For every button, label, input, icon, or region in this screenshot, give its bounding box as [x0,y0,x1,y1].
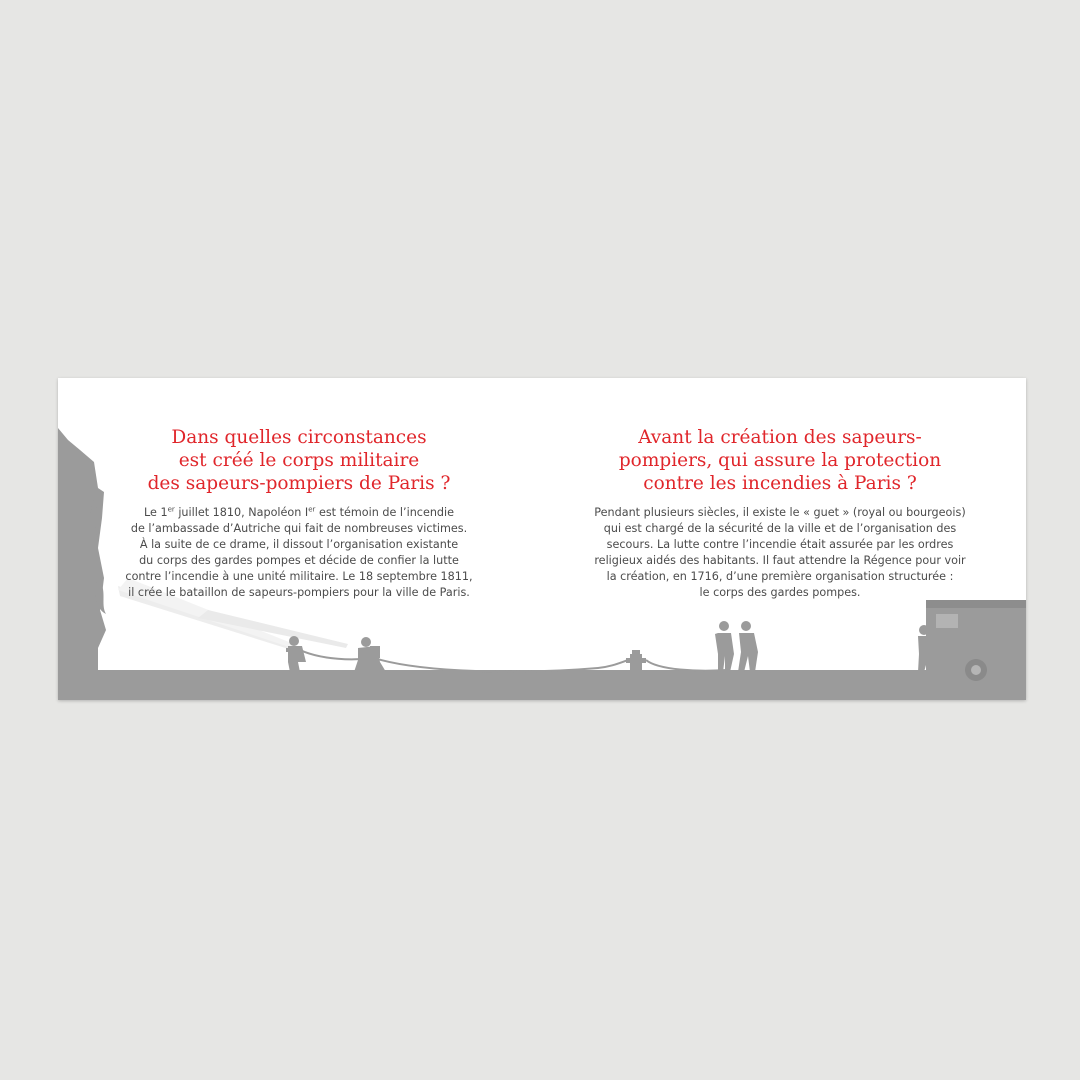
brochure-spread [58,378,1026,700]
right-column [592,426,968,601]
right-title: Avant la création des sapeurs- pompiers, qui assure la protection contre les incendies à Paris ? [618,427,942,494]
firefighter-kneeling [286,636,306,672]
fire-hydrant [626,650,646,672]
right-body-text: Pendant plusieurs siècles, il existe le « guet » (royal ou bourgeois) qui est chargé de la sécurité de la ville et de l’organisation des secours. La lutte contre l’incendie était assurée par les ordres religieux aidés des habitants. Il faut attendre la Régence pour voir la création, en 1716, d’une première organisation structurée : le corps des gardes pompes. [594,506,966,599]
left-body-text: Le 1er juillet 1810, Napoléon Ier est témoin de l’incendie de l’ambassade d’Autriche qui fait de nombreuses victimes. À la suite de ce drame, il dissout l’organisation existante du corps des gardes pompes et décide de confier la lutte contre l’incendie à une unité militaire. Le 18 septembre 1811, il crée le bataillon de sapeurs-pompiers pour la ville de Paris. [125,505,473,599]
firefighter-with-pump [354,637,386,672]
left-title: Dans quelles circonstances est créé le corps militaire des sapeurs-pompiers de Paris ? [147,427,451,494]
ground [58,670,1026,700]
left-column [120,426,478,601]
fire-truck [926,600,1026,681]
burning-building [58,428,106,678]
standing-firefighters [715,621,758,672]
